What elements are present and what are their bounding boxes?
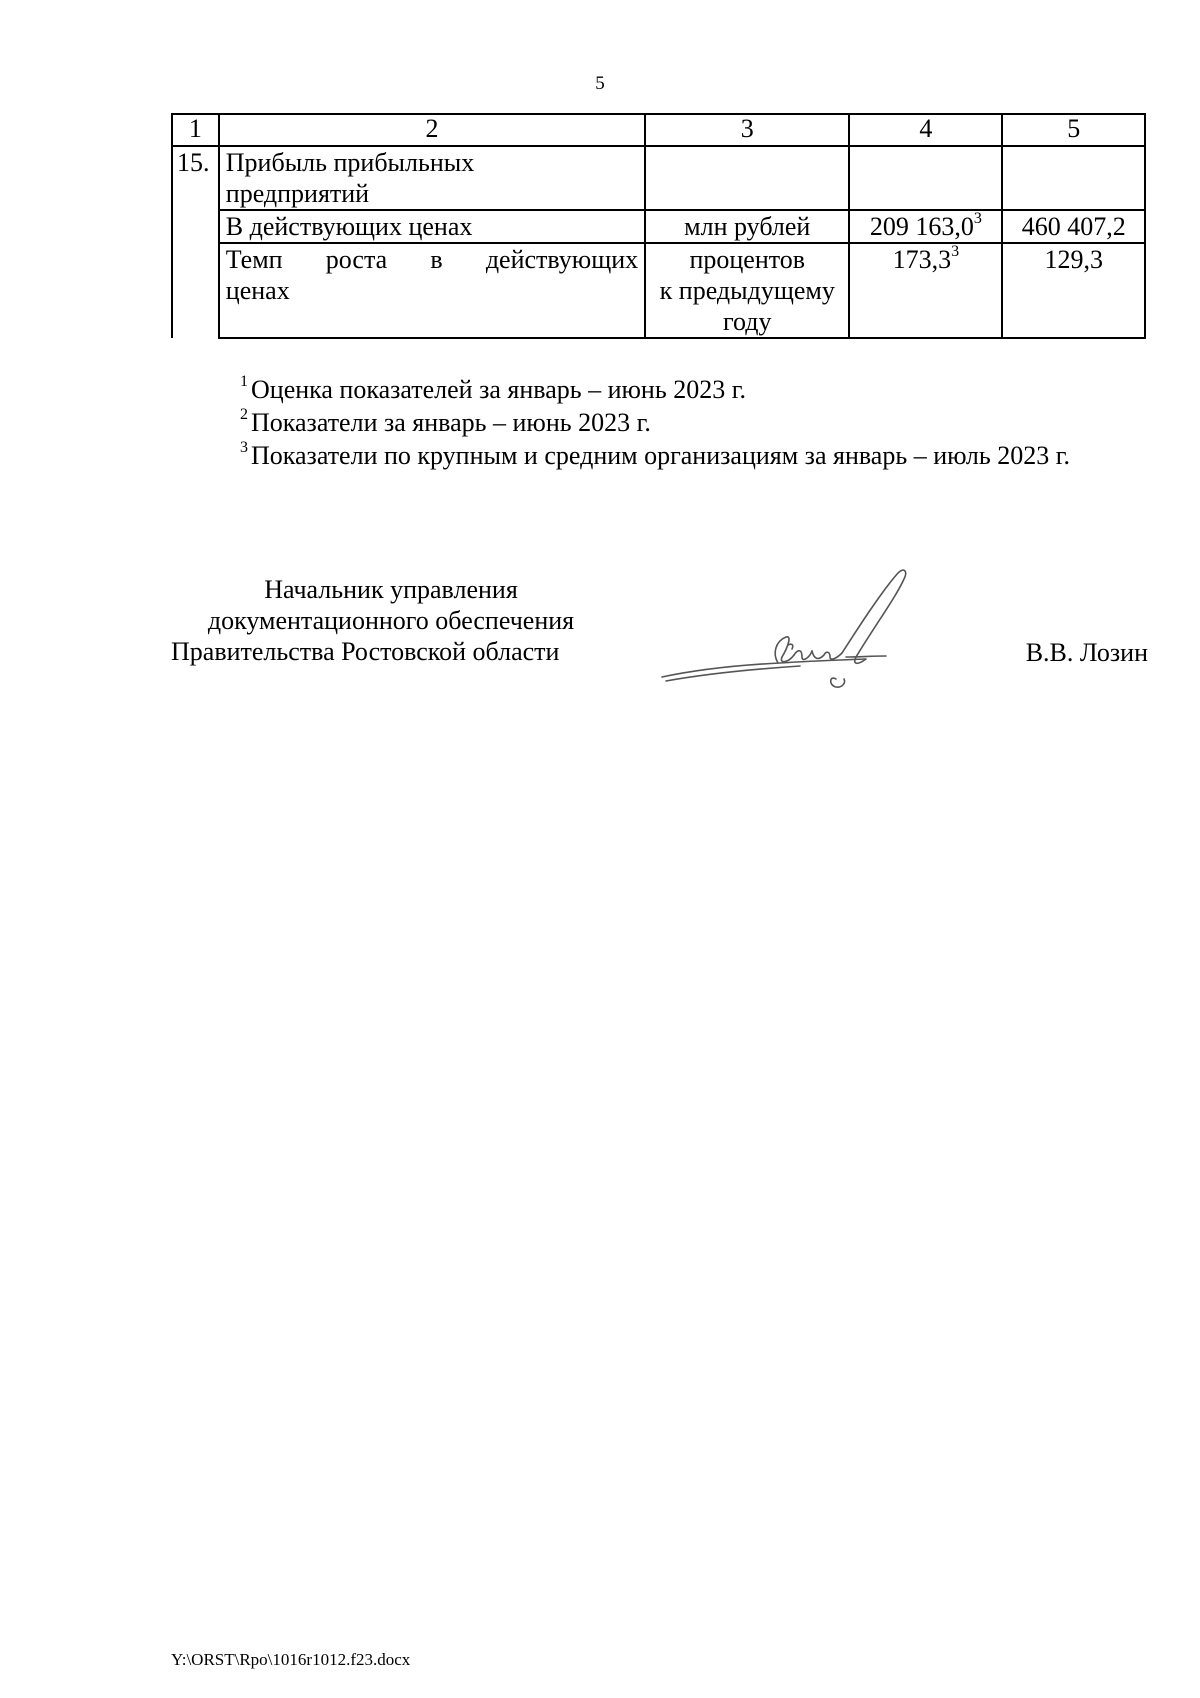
page-number: 5 xyxy=(595,73,605,94)
value-cell xyxy=(849,243,1002,338)
footnote-mark: 2 xyxy=(240,406,248,424)
indicator-title-line: предприятий xyxy=(225,179,370,208)
unit-line: году xyxy=(723,307,772,336)
footnote xyxy=(240,406,1160,439)
signer-title-line: документационного обеспечения xyxy=(207,606,575,635)
header-cell: 4 xyxy=(849,114,1002,146)
indicator-name-line: ценах xyxy=(225,276,290,305)
unit-cell: млн рублей xyxy=(645,210,849,243)
word: Темп xyxy=(225,245,283,274)
footnote-ref: 3 xyxy=(973,210,982,228)
signer-title xyxy=(171,574,611,667)
indicator-title xyxy=(219,146,645,210)
footnote-ref: 3 xyxy=(951,243,960,261)
word: роста xyxy=(325,245,388,274)
file-path: Y:\ORST\Rpo\1016r1012.f23.docx xyxy=(171,1650,411,1669)
word: в xyxy=(430,245,443,274)
footnote-text: Оценка показателей за январь – июнь 2023 г. xyxy=(251,375,746,404)
header-cell: 2 xyxy=(219,114,645,146)
signer-name: В.В. Лозин xyxy=(1025,638,1148,667)
table-row xyxy=(172,146,1145,210)
unit-line: к предыдущему xyxy=(659,276,835,305)
indicator-name xyxy=(219,243,645,338)
unit-line: процентов xyxy=(689,245,806,274)
table-header-row xyxy=(172,114,1145,146)
table-row xyxy=(172,243,1145,338)
signer-title-line: Начальник управления xyxy=(264,575,518,604)
value-text: 209 163,0 xyxy=(869,212,974,241)
footnotes xyxy=(240,373,1160,472)
footnote-mark: 1 xyxy=(240,373,248,391)
header-cell: 1 xyxy=(172,114,219,146)
indicator-title-line: Прибыль прибыльных xyxy=(225,148,475,177)
row-number: 15. xyxy=(172,146,219,338)
footnote xyxy=(240,439,1160,472)
table-row xyxy=(172,210,1145,243)
header-cell: 3 xyxy=(645,114,849,146)
value-cell: 460 407,2 xyxy=(1002,210,1145,243)
footnote-mark: 3 xyxy=(240,439,248,457)
word: действующих xyxy=(485,245,639,274)
empty-cell xyxy=(645,146,849,210)
handwritten-signature xyxy=(660,565,950,695)
indicator-name: В действующих ценах xyxy=(219,210,645,243)
empty-cell xyxy=(1002,146,1145,210)
empty-cell xyxy=(849,146,1002,210)
header-cell: 5 xyxy=(1002,114,1145,146)
indicators-table xyxy=(171,113,1146,339)
value-cell xyxy=(849,210,1002,243)
footnote-text: Показатели за январь – июнь 2023 г. xyxy=(251,408,651,437)
value-text: 173,3 xyxy=(892,245,952,274)
signer-title-line: Правительства Ростовской области xyxy=(171,637,560,666)
indicator-name-line xyxy=(226,244,638,275)
value-cell: 129,3 xyxy=(1002,243,1145,338)
unit-cell xyxy=(645,243,849,338)
footnote xyxy=(240,373,1160,406)
footnote-text: Показатели по крупным и средним организациям за январь – июль 2023 г. xyxy=(251,441,1070,470)
